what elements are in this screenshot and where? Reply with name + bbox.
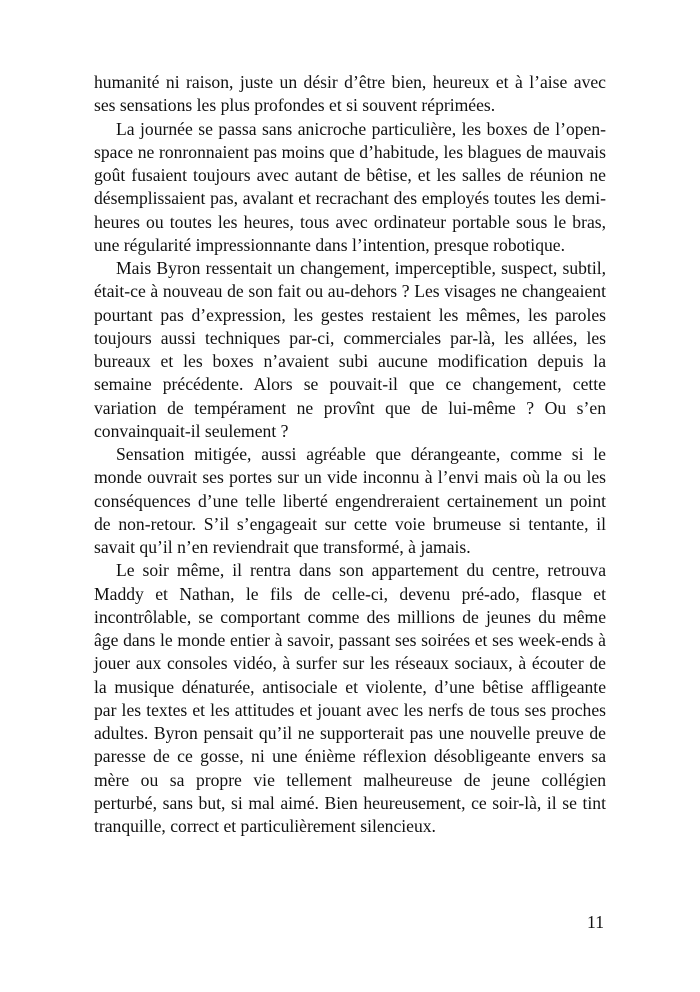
- paragraph-2: La journée se passa sans anicroche particulière, les boxes de l’open-space ne ronronnaient pas moins que d’habitude, les blagues de mauvais goût fusaient toujours avec autant de bêtise, et les salles de réunion ne désemplissaient pas, avalant et recrachant des employés toutes les demi-heures ou toutes les heures, tous avec ordinateur portable sous le bras, une régularité impressionnante dans l’intention, presque robotique.: [94, 118, 606, 255]
- page-number: 11: [587, 912, 604, 932]
- paragraph-1-continuation: humanité ni raison, juste un désir d’être bien, heureux et à l’aise avec ses sensations les plus profondes et si souvent réprimées.: [94, 72, 606, 116]
- body-text: [94, 71, 606, 838]
- paragraph-5: Le soir même, il rentra dans son appartement du centre, retrouva Maddy et Nathan, le fils de celle-ci, devenu pré-ado, flasque et incontrôlable, se comportant comme des millions de jeunes du même âge dans le monde entier à savoir, passant ses soirées et ses week-ends à jouer aux consoles vidéo, à surfer sur les réseaux sociaux, à écouter de la musique dénaturée, antisociale et violente, d’une bêtise affligeante par les textes et les attitudes et jouant avec les nerfs de tous ses proches adultes. Byron pensait qu’il ne supporterait pas une nouvelle preuve de paresse de ce gosse, ni une énième réflexion désobligeante envers sa mère ou sa propre vie tellement malheureuse de jeune collégien perturbé, sans but, si mal aimé. Bien heureusement, ce soir-là, il se tint tranquille, correct et particulièrement silencieux.: [94, 560, 606, 836]
- paragraph-4: Sensation mitigée, aussi agréable que dérangeante, comme si le monde ouvrait ses portes sur un vide inconnu à l’envi mais où la ou les conséquences d’une telle liberté engendreraient certainement un point de non-retour. S’il s’engageait sur cette voie brumeuse si tentante, il savait qu’il n’en reviendrait que transformé, à jamais.: [94, 444, 606, 557]
- paragraph-3: Mais Byron ressentait un changement, imperceptible, suspect, subtil, était-ce à nouveau de son fait ou au-dehors ? Les visages ne changeaient pourtant pas d’expression, les gestes restaient les mêmes, les paroles toujours aussi techniques par-ci, commerciales par-là, les allées, les bureaux et les boxes n’avaient subi aucune modification depuis la semaine précédente. Alors se pouvait-il que ce changement, cette variation de tempérament ne provînt que de lui-même ? Ou s’en convainquait-il seulement ?: [94, 258, 606, 441]
